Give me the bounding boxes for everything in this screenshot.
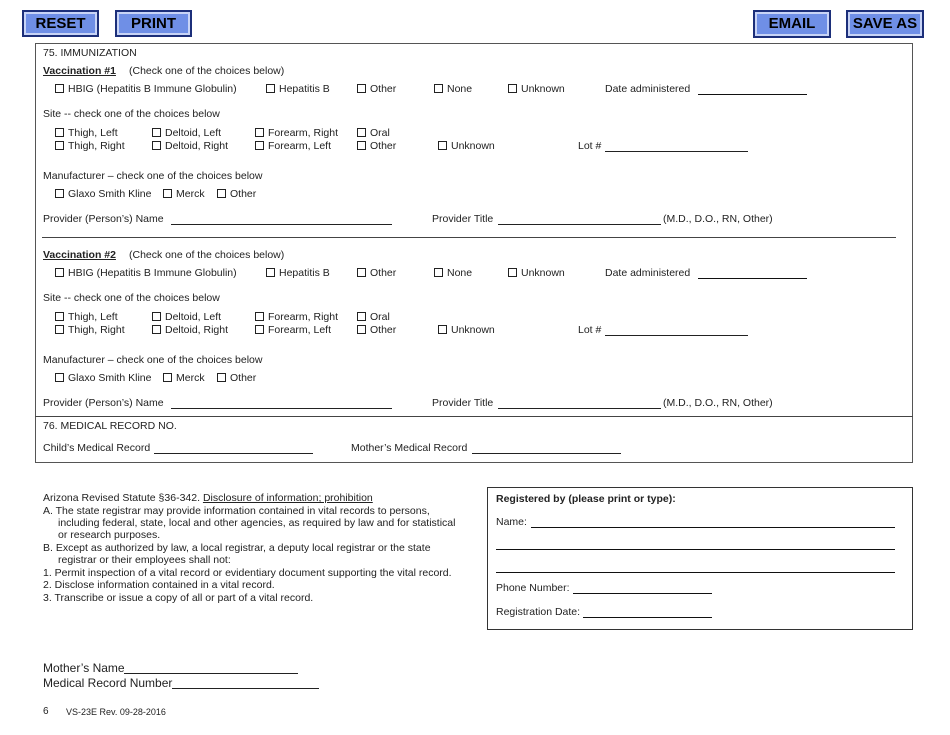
vacc2-type-3-checkbox[interactable] [434, 268, 443, 277]
vacc1-site-r2-1-label: Deltoid, Right [165, 140, 229, 152]
vacc2-site-r2-3-label: Other [370, 324, 397, 336]
vacc2-site-r2-2-option[interactable] [255, 324, 331, 336]
vacc1-site-r2-3-option[interactable] [357, 140, 396, 152]
vacc1-site-r1-2-option[interactable] [255, 127, 338, 139]
vacc1-site-r1-2-label: Forearm, Right [268, 127, 339, 139]
vacc2-provider-title-label: Provider Title [432, 397, 494, 409]
vacc1-type-3-checkbox[interactable] [434, 84, 443, 93]
vacc1-manufacturer-2-checkbox[interactable] [217, 189, 226, 198]
vacc1-site-r1-1-checkbox[interactable] [152, 128, 161, 137]
vacc1-manufacturer-2-label: Other [230, 188, 257, 200]
vacc1-lot-label: Lot # [578, 140, 602, 152]
vacc1-site-r1-0-label: Thigh, Left [68, 127, 118, 139]
vacc1-lot-field[interactable] [605, 140, 748, 152]
vacc2-type-4-option[interactable] [508, 267, 565, 279]
vacc1-site-r2-2-option[interactable] [255, 140, 331, 152]
mother-medical-record-field[interactable] [472, 442, 621, 454]
vacc2-manufacturer-0-label: Glaxo Smith Kline [68, 372, 152, 384]
section-divider [35, 416, 913, 417]
vacc2-site-r2-1-label: Deltoid, Right [165, 324, 229, 336]
registered-name-label: Name: [496, 516, 527, 528]
vacc1-site-r2-3-label: Other [370, 140, 397, 152]
vacc2-heading: Vaccination #2 [43, 249, 116, 261]
statute-line-3: B. Except as authorized by law, a local registrar, a deputy local registrar or the state [43, 542, 431, 554]
vacc2-site-r2-0-label: Thigh, Right [68, 324, 125, 336]
vacc1-site-r2-2-checkbox[interactable] [255, 141, 264, 150]
statute-line-1: including federal, state, local and other agencies, as required by law and for statistical [58, 517, 456, 529]
vacc2-site-r2-3-checkbox[interactable] [357, 325, 366, 334]
vacc2-type-0-label: HBIG (Hepatitis B Immune Globulin) [68, 267, 237, 279]
registered-by-title: Registered by (please print or type): [496, 493, 676, 505]
vacc2-site-r2-0-checkbox[interactable] [55, 325, 64, 334]
vacc1-type-1-option[interactable] [266, 83, 330, 95]
vacc1-site-r2-0-checkbox[interactable] [55, 141, 64, 150]
vacc1-site-r2-2-label: Forearm, Left [268, 140, 332, 152]
vacc1-provider-field[interactable] [171, 213, 392, 225]
vacc2-type-0-checkbox[interactable] [55, 268, 64, 277]
vacc1-type-1-checkbox[interactable] [266, 84, 275, 93]
page-number: 6 [43, 706, 49, 717]
mother-medical-record-label: Mother’s Medical Record [351, 442, 468, 454]
vacc2-site-r1-0-label: Thigh, Left [68, 311, 118, 323]
vacc2-site-r1-1-option[interactable] [152, 311, 221, 323]
vacc1-type-4-label: Unknown [521, 83, 565, 95]
vacc2-site-r1-1-checkbox[interactable] [152, 312, 161, 321]
registration-date-label: Registration Date: [496, 606, 581, 618]
statute-title [43, 492, 373, 504]
reset-button[interactable]: RESET [22, 10, 99, 37]
registered-name-line-2[interactable] [496, 549, 895, 550]
vacc2-provider-title-hint: (M.D., D.O., RN, Other) [663, 397, 773, 409]
vacc1-type-1-label: Hepatitis B [279, 83, 330, 95]
section-75-title: 75. IMMUNIZATION [43, 47, 137, 59]
vacc1-site-label: Site -- check one of the choices below [43, 108, 220, 120]
vacc2-site-label: Site -- check one of the choices below [43, 292, 220, 304]
statute-title-prefix: Arizona Revised Statute §36-342. [43, 492, 203, 504]
vacc2-site-r2-1-checkbox[interactable] [152, 325, 161, 334]
statute-line-4: registrar or their employees shall not: [58, 554, 231, 566]
vacc1-site-unknown-checkbox[interactable] [438, 141, 447, 150]
vacc1-site-r1-3-checkbox[interactable] [357, 128, 366, 137]
vacc1-site-r1-0-checkbox[interactable] [55, 128, 64, 137]
vacc2-type-3-label: None [447, 267, 473, 279]
statute-line-5: 1. Permit inspection of a vital record or evidentiary document supporting the vital record. [43, 567, 452, 579]
statute-line-0: A. The state registrar may provide information contained in vital records to persons, [43, 505, 430, 517]
mother-name-label: Mother’s Name [43, 661, 125, 675]
vacc2-type-1-checkbox[interactable] [266, 268, 275, 277]
vacc1-site-r1-3-label: Oral [370, 127, 390, 139]
vacc1-type-3-label: None [447, 83, 473, 95]
vacc1-manufacturer-1-label: Merck [176, 188, 205, 200]
vacc2-type-3-option[interactable] [434, 267, 472, 279]
vacc2-site-r1-3-option[interactable] [357, 311, 390, 323]
print-button[interactable]: PRINT [115, 10, 192, 37]
vacc2-site-r1-0-checkbox[interactable] [55, 312, 64, 321]
vacc1-type-0-checkbox[interactable] [55, 84, 64, 93]
vacc2-site-r1-3-checkbox[interactable] [357, 312, 366, 321]
vacc1-site-r2-3-checkbox[interactable] [357, 141, 366, 150]
vacc1-manufacturer-label: Manufacturer – check one of the choices below [43, 170, 263, 182]
vacc2-site-r2-0-option[interactable] [55, 324, 125, 336]
vacc2-date-label: Date administered [605, 267, 691, 279]
vacc2-instruction: (Check one of the choices below) [129, 249, 285, 261]
vacc2-provider-field[interactable] [171, 397, 392, 409]
vacc1-provider-title-field[interactable] [498, 213, 661, 225]
vacc1-date-label: Date administered [605, 83, 691, 95]
vacc1-site-r1-3-option[interactable] [357, 127, 390, 139]
vacc1-provider-label: Provider (Person’s) Name [43, 213, 164, 225]
vacc2-site-unknown-option[interactable] [438, 324, 495, 336]
vacc1-manufacturer-1-option[interactable] [163, 188, 205, 200]
form-id: VS-23E Rev. 09-28-2016 [66, 707, 166, 717]
mother-name-field[interactable] [124, 662, 298, 674]
statute-title-link: Disclosure of information; prohibition [202, 492, 373, 504]
medical-record-number-label: Medical Record Number [43, 676, 173, 690]
phone-number-field[interactable] [573, 582, 712, 594]
registration-date-field[interactable] [583, 606, 712, 618]
child-medical-record-field[interactable] [154, 442, 313, 454]
vacc2-type-4-checkbox[interactable] [508, 268, 517, 277]
vacc2-site-unknown-checkbox[interactable] [438, 325, 447, 334]
vacc2-lot-label: Lot # [578, 324, 602, 336]
vacc1-manufacturer-0-checkbox[interactable] [55, 189, 64, 198]
registered-name-line-3[interactable] [496, 572, 895, 573]
vacc1-type-2-label: Other [370, 83, 397, 95]
vacc2-manufacturer-1-label: Merck [176, 372, 205, 384]
vacc1-type-3-option[interactable] [434, 83, 472, 95]
vacc2-site-r2-1-option[interactable] [152, 324, 228, 336]
vacc1-type-2-option[interactable] [357, 83, 396, 95]
vacc1-site-r2-1-option[interactable] [152, 140, 228, 152]
section-76-title: 76. MEDICAL RECORD NO. [43, 420, 177, 432]
vacc1-site-r1-1-option[interactable] [152, 127, 221, 139]
vacc2-type-0-option[interactable] [55, 267, 237, 279]
vacc2-site-r2-2-checkbox[interactable] [255, 325, 264, 334]
vacc2-site-unknown-label: Unknown [451, 324, 495, 336]
medical-record-number-field[interactable] [172, 677, 319, 689]
vacc2-type-2-checkbox[interactable] [357, 268, 366, 277]
vacc2-type-1-label: Hepatitis B [279, 267, 330, 279]
vacc2-site-r2-2-label: Forearm, Left [268, 324, 332, 336]
child-medical-record-label: Child’s Medical Record [43, 442, 151, 454]
vacc2-site-r1-1-label: Deltoid, Left [165, 311, 222, 323]
vacc1-site-unknown-option[interactable] [438, 140, 495, 152]
vacc2-manufacturer-0-option[interactable] [55, 372, 151, 384]
vacc2-type-2-label: Other [370, 267, 397, 279]
vacc1-date-field[interactable] [698, 83, 807, 95]
vacc1-site-r2-1-checkbox[interactable] [152, 141, 161, 150]
vacc1-manufacturer-2-option[interactable] [217, 188, 256, 200]
vacc2-site-r1-3-label: Oral [370, 311, 390, 323]
save-as-button[interactable]: SAVE AS [846, 10, 924, 38]
statute-line-7: 3. Transcribe or issue a copy of all or part of a vital record. [43, 592, 314, 604]
statute-line-6: 2. Disclose information contained in a vital record. [43, 579, 275, 591]
vacc2-provider-title-field[interactable] [498, 397, 661, 409]
vacc1-site-r1-2-checkbox[interactable] [255, 128, 264, 137]
vacc2-provider-label: Provider (Person’s) Name [43, 397, 164, 409]
registered-name-field[interactable] [531, 516, 895, 528]
vacc2-manufacturer-1-option[interactable] [163, 372, 205, 384]
vacc2-site-r1-2-label: Forearm, Right [268, 311, 339, 323]
vacc1-provider-title-label: Provider Title [432, 213, 494, 225]
vacc1-site-unknown-label: Unknown [451, 140, 495, 152]
vacc2-site-r1-0-option[interactable] [55, 311, 118, 323]
phone-number-label: Phone Number: [496, 582, 570, 594]
vacc1-type-2-checkbox[interactable] [357, 84, 366, 93]
vacc1-type-0-label: HBIG (Hepatitis B Immune Globulin) [68, 83, 237, 95]
email-button[interactable]: EMAIL [753, 10, 831, 38]
vacc1-manufacturer-0-option[interactable] [55, 188, 151, 200]
vacc1-type-0-option[interactable] [55, 83, 237, 95]
vacc2-site-r1-2-option[interactable] [255, 311, 338, 323]
vacc2-manufacturer-2-checkbox[interactable] [217, 373, 226, 382]
vaccination-divider [42, 237, 896, 238]
statute-line-2: or research purposes. [58, 529, 161, 541]
vacc2-type-1-option[interactable] [266, 267, 330, 279]
vacc2-type-4-label: Unknown [521, 267, 565, 279]
vacc1-manufacturer-1-checkbox[interactable] [163, 189, 172, 198]
vacc2-manufacturer-2-label: Other [230, 372, 257, 384]
vacc1-provider-title-hint: (M.D., D.O., RN, Other) [663, 213, 773, 225]
vacc1-site-r1-1-label: Deltoid, Left [165, 127, 222, 139]
vacc1-type-4-option[interactable] [508, 83, 565, 95]
vacc2-site-r2-3-option[interactable] [357, 324, 396, 336]
vacc2-lot-field[interactable] [605, 324, 748, 336]
vacc2-manufacturer-1-checkbox[interactable] [163, 373, 172, 382]
vacc1-instruction: (Check one of the choices below) [129, 65, 285, 77]
vacc1-site-r1-0-option[interactable] [55, 127, 118, 139]
vacc1-heading: Vaccination #1 [43, 65, 116, 77]
vacc2-date-field[interactable] [698, 267, 807, 279]
vacc1-site-r2-0-option[interactable] [55, 140, 125, 152]
vacc1-type-4-checkbox[interactable] [508, 84, 517, 93]
vacc1-site-r2-0-label: Thigh, Right [68, 140, 125, 152]
vacc2-manufacturer-label: Manufacturer – check one of the choices below [43, 354, 263, 366]
vacc2-site-r1-2-checkbox[interactable] [255, 312, 264, 321]
vacc2-type-2-option[interactable] [357, 267, 396, 279]
vacc2-manufacturer-2-option[interactable] [217, 372, 256, 384]
vacc1-manufacturer-0-label: Glaxo Smith Kline [68, 188, 152, 200]
vacc2-manufacturer-0-checkbox[interactable] [55, 373, 64, 382]
